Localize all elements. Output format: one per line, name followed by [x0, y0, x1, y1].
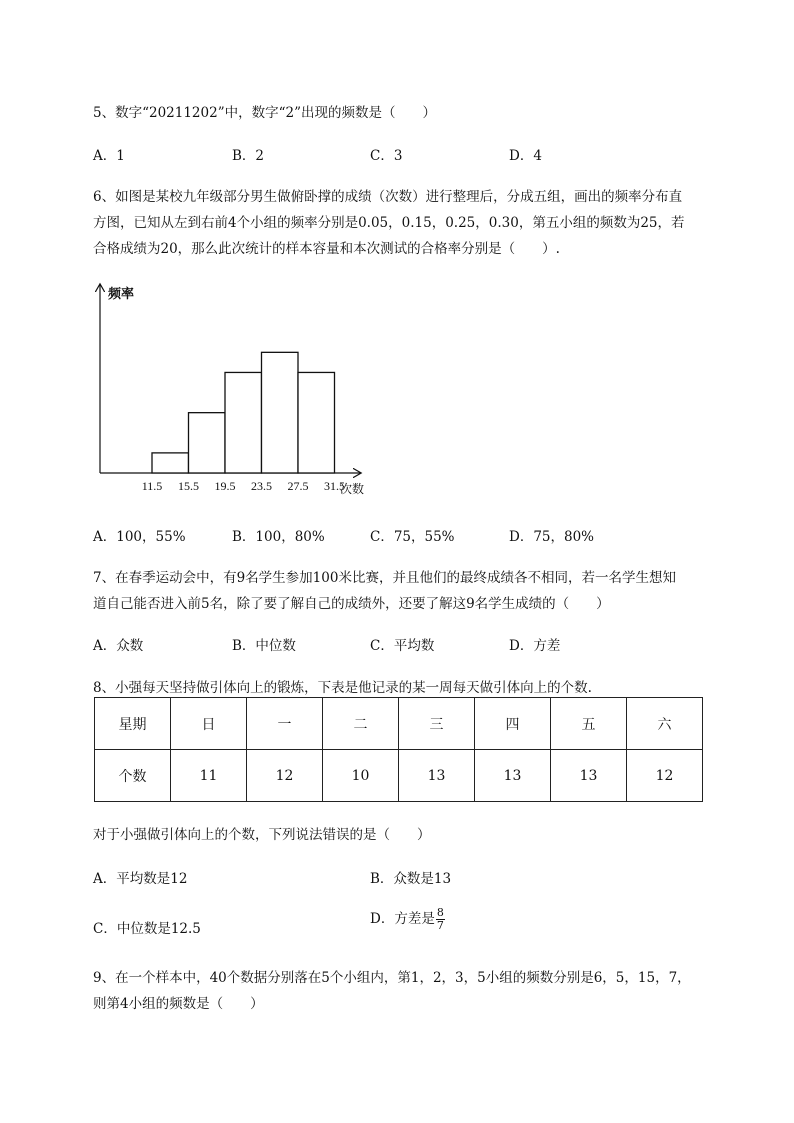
q6-option-a: A．100，55%	[93, 529, 186, 545]
q9-stem-line-1: 9、在一个样本中，40个数据分别落在5个小组内，第1，2，3，5小组的频数分别是6，5，15，7，	[93, 970, 691, 986]
q8-option-a: A．平均数是12	[93, 871, 188, 887]
table-cell: 个数	[95, 750, 171, 802]
y-axis-label: 频率	[108, 287, 135, 302]
q5-option-d: D．4	[509, 148, 542, 164]
x-tick-label: 27.5	[287, 479, 309, 493]
table-cell: 四	[475, 698, 551, 750]
q6-option-d: D．75，80%	[509, 529, 595, 545]
q6-stem-line-3: 合格成绩为20，那么此次统计的样本容量和本次测试的合格率分别是（ ）.	[93, 241, 560, 257]
table-cell: 二	[323, 698, 399, 750]
q7-stem-line-2: 道自己能否进入前5名，除了要了解自己的成绩外，还要了解这9名学生成绩的（ ）	[93, 596, 610, 612]
table-cell: 六	[627, 698, 703, 750]
table-header-row	[95, 698, 703, 750]
x-tick-label: 11.5	[141, 479, 163, 493]
q5-stem: 5、数字“20211202”中，数字“2”出现的频数是（ ）	[93, 105, 436, 121]
q6-stem-line-1: 6、如图是某校九年级部分男生做俯卧撑的成绩（次数）进行整理后，分成五组，画出的频率分布直	[93, 189, 683, 205]
table-row	[95, 750, 703, 802]
q7-option-a: A．众数	[93, 638, 144, 654]
table-cell: 一	[247, 698, 323, 750]
table-cell: 13	[551, 750, 627, 802]
x-axis-label: 次数	[340, 482, 365, 496]
table-cell: 五	[551, 698, 627, 750]
table-cell: 12	[627, 750, 703, 802]
x-tick-label: 15.5	[178, 479, 199, 493]
fraction-denominator: 7	[436, 919, 444, 932]
table-cell: 星期	[95, 698, 171, 750]
q7-stem-line-1: 7、在春季运动会中，有9名学生参加100米比赛，并且他们的最终成绩各不相同，若一名学生想知	[93, 570, 676, 586]
histogram-bar	[225, 372, 262, 473]
q8-option-d-label: D．方差是	[370, 911, 435, 927]
q8-option-b: B．众数是13	[370, 871, 452, 887]
table-cell: 10	[323, 750, 399, 802]
q5-option-a: A．1	[93, 148, 125, 164]
histogram-bar	[262, 352, 299, 473]
table-cell: 三	[399, 698, 475, 750]
table-cell: 11	[171, 750, 247, 802]
q6-option-b: B．100，80%	[232, 529, 325, 545]
fraction	[436, 907, 445, 932]
x-tick-label: 19.5	[214, 479, 236, 493]
q8-option-d	[370, 907, 445, 932]
q6-stem-line-2: 方图，已知从左到右前4个小组的频率分别是0.05，0.15，0.25，0.30，第五小组的频数为25，若	[93, 215, 685, 231]
pullup-table	[94, 697, 703, 802]
q5-option-b: B．2	[232, 148, 265, 164]
q8-option-c: C．中位数是12.5	[93, 921, 201, 937]
q7-option-b: B．中位数	[232, 638, 296, 654]
x-tick-label: 23.5	[251, 479, 272, 493]
table-cell: 13	[475, 750, 551, 802]
q6-option-c: C．75，55%	[370, 529, 455, 545]
q9-stem-line-2: 则第4小组的频数是（ ）	[93, 996, 264, 1012]
q8-stem: 8、小强每天坚持做引体向上的锻炼，下表是他记录的某一周每天做引体向上的个数.	[93, 680, 592, 696]
q5-option-c: C．3	[370, 148, 403, 164]
table-cell: 12	[247, 750, 323, 802]
histogram-bar	[189, 413, 226, 473]
fraction-numerator: 8	[436, 906, 444, 919]
x-tick-label: 31.5	[324, 479, 345, 493]
q7-option-c: C．平均数	[370, 638, 435, 654]
frequency-histogram	[88, 280, 388, 500]
table-cell: 13	[399, 750, 475, 802]
q8-question: 对于小强做引体向上的个数，下列说法错误的是（ ）	[93, 827, 431, 843]
histogram-bar	[152, 453, 189, 473]
histogram-bar	[298, 372, 335, 473]
table-cell: 日	[171, 698, 247, 750]
q7-option-d: D．方差	[509, 638, 561, 654]
